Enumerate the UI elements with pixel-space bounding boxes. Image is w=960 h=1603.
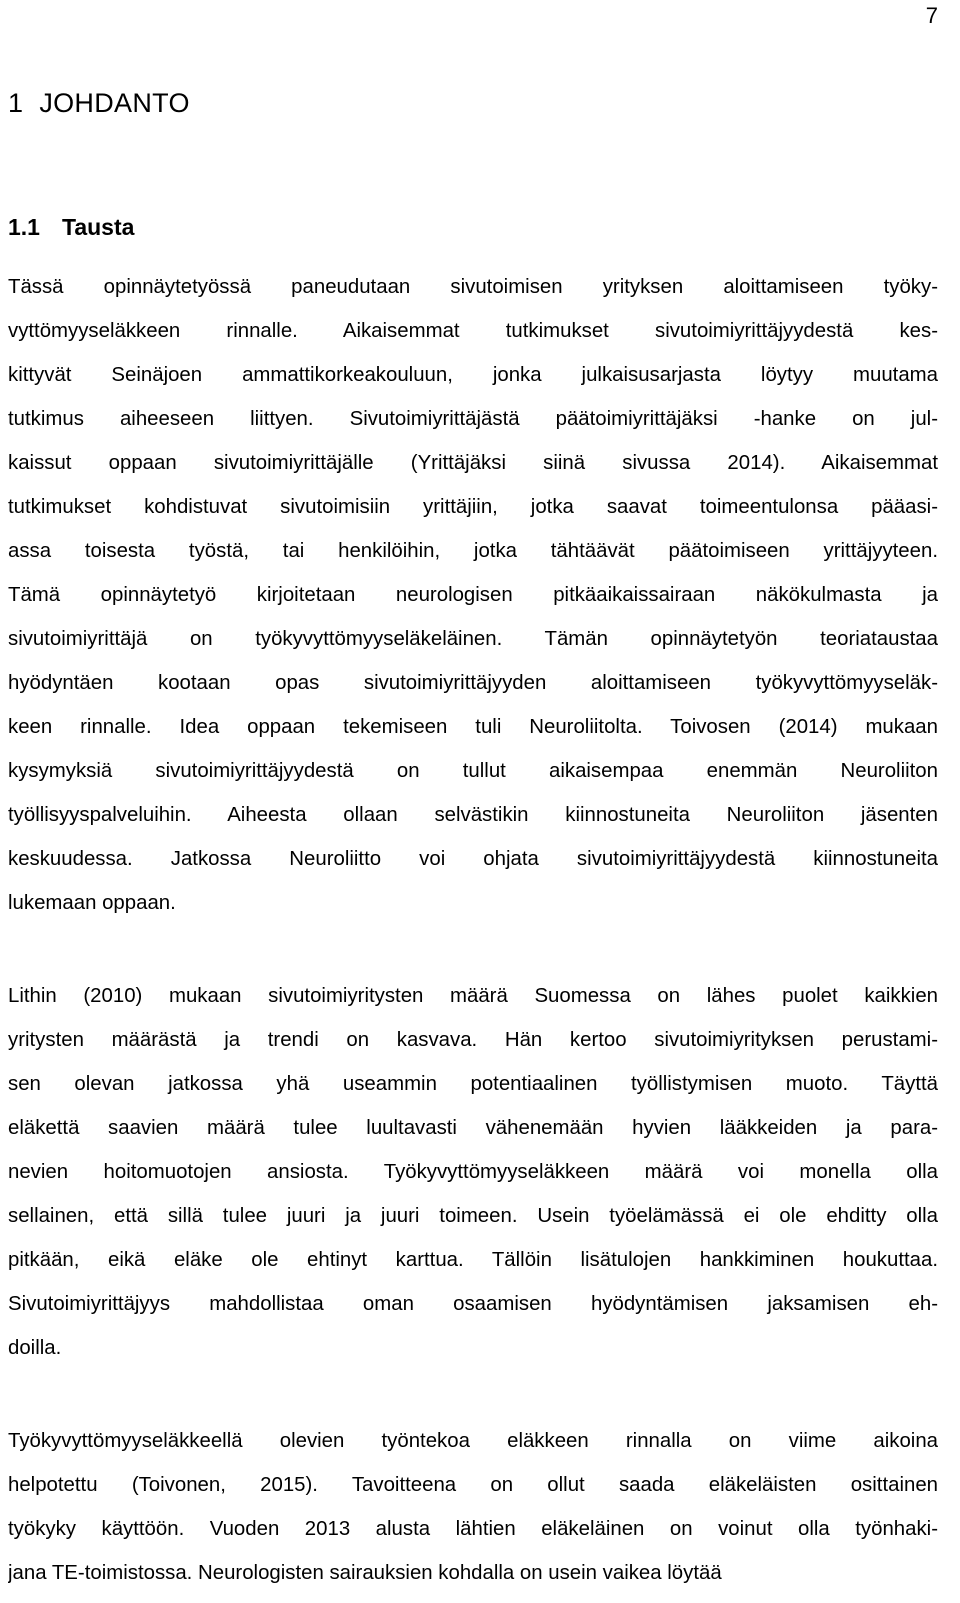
text-line: tutkimus aiheeseen liittyen. Sivutoimiyrittäjästä päätoimiyrittäjäksi -hanke on jul- bbox=[8, 408, 938, 430]
text-line: assa toisesta työstä, tai henkilöihin, jotka tähtäävät päätoimiseen yrittäjyyteen. bbox=[8, 540, 938, 562]
text-line: vyttömyyseläkkeen rinnalle. Aikaisemmat tutkimukset sivutoimiyrittäjyydestä kes- bbox=[8, 320, 938, 342]
text-line: Tässä opinnäytetyössä paneudutaan sivutoimisen yrityksen aloittamiseen työky- bbox=[8, 276, 938, 298]
text-line: doilla. bbox=[8, 1337, 62, 1359]
paragraph-2 bbox=[8, 974, 938, 1370]
text-line: kysymyksiä sivutoimiyrittäjyydestä on tullut aikaisempaa enemmän Neuroliiton bbox=[8, 760, 938, 782]
page-number: 7 bbox=[925, 3, 938, 28]
text-line: sellainen, että sillä tulee juuri ja juuri toimeen. Usein työelämässä ei ole ehditty olla bbox=[8, 1205, 938, 1227]
text-line: yritysten määrästä ja trendi on kasvava. Hän kertoo sivutoimiyrityksen perustami- bbox=[8, 1029, 938, 1051]
section-title: Tausta bbox=[61, 214, 135, 240]
text-line: Sivutoimiyrittäjyys mahdollistaa oman osaamisen hyödyntämisen jaksamisen eh- bbox=[8, 1293, 938, 1315]
text-line: jana TE-toimistossa. Neurologisten sairauksien kohdalla on usein vaikea löytää bbox=[8, 1562, 722, 1584]
text-line: Tämä opinnäytetyö kirjoitetaan neurologisen pitkäaikaissairaan näkökulmasta ja bbox=[8, 584, 938, 606]
text-line: nevien hoitomuotojen ansiosta. Työkyvyttömyyseläkkeen määrä voi monella olla bbox=[8, 1161, 938, 1183]
text-line: keskuudessa. Jatkossa Neuroliitto voi ohjata sivutoimiyrittäjyydestä kiinnostuneita bbox=[8, 848, 938, 870]
text-line: sivutoimiyrittäjä on työkyvyttömyyseläkeläinen. Tämän opinnäytetyön teoriataustaa bbox=[8, 628, 938, 650]
section-number: 1.1 bbox=[8, 214, 40, 240]
chapter-title: JOHDANTO bbox=[39, 88, 190, 118]
section-heading bbox=[8, 212, 134, 242]
text-line: työkyky käyttöön. Vuoden 2013 alusta lähtien eläkeläinen on voinut olla työnhaki- bbox=[8, 1518, 938, 1540]
text-line: pitkään, eikä eläke ole ehtinyt karttua. Tällöin lisätulojen hankkiminen houkuttaa. bbox=[8, 1249, 938, 1271]
text-line: lukemaan oppaan. bbox=[8, 892, 176, 914]
paragraph-3 bbox=[8, 1419, 938, 1595]
text-line: Työkyvyttömyyseläkkeellä olevien työntekoa eläkkeen rinnalla on viime aikoina bbox=[8, 1430, 938, 1452]
paragraph-1 bbox=[8, 265, 938, 925]
text-line: eläkettä saavien määrä tulee luultavasti vähenemään hyvien lääkkeiden ja para- bbox=[8, 1117, 938, 1139]
chapter-number: 1 bbox=[8, 88, 24, 118]
text-line: helpotettu (Toivonen, 2015). Tavoitteena on ollut saada eläkeläisten osittainen bbox=[8, 1474, 938, 1496]
text-line: sen olevan jatkossa yhä useammin potentiaalinen työllistymisen muoto. Täyttä bbox=[8, 1073, 938, 1095]
chapter-heading bbox=[8, 86, 190, 120]
text-line: kittyvät Seinäjoen ammattikorkeakouluun, jonka julkaisusarjasta löytyy muutama bbox=[8, 364, 938, 386]
text-line: tutkimukset kohdistuvat sivutoimisiin yrittäjiin, jotka saavat toimeentulonsa pääasi- bbox=[8, 496, 938, 518]
text-line: työllisyyspalveluihin. Aiheesta ollaan selvästikin kiinnostuneita Neuroliiton jäsenten bbox=[8, 804, 938, 826]
text-line: keen rinnalle. Idea oppaan tekemiseen tuli Neuroliitolta. Toivosen (2014) mukaan bbox=[8, 716, 938, 738]
text-line: Lithin (2010) mukaan sivutoimiyritysten määrä Suomessa on lähes puolet kaikkien bbox=[8, 985, 938, 1007]
text-line: kaissut oppaan sivutoimiyrittäjälle (Yrittäjäksi siinä sivussa 2014). Aikaisemmat bbox=[8, 452, 938, 474]
text-line: hyödyntäen kootaan opas sivutoimiyrittäjyyden aloittamiseen työkyvyttömyyseläk- bbox=[8, 672, 938, 694]
